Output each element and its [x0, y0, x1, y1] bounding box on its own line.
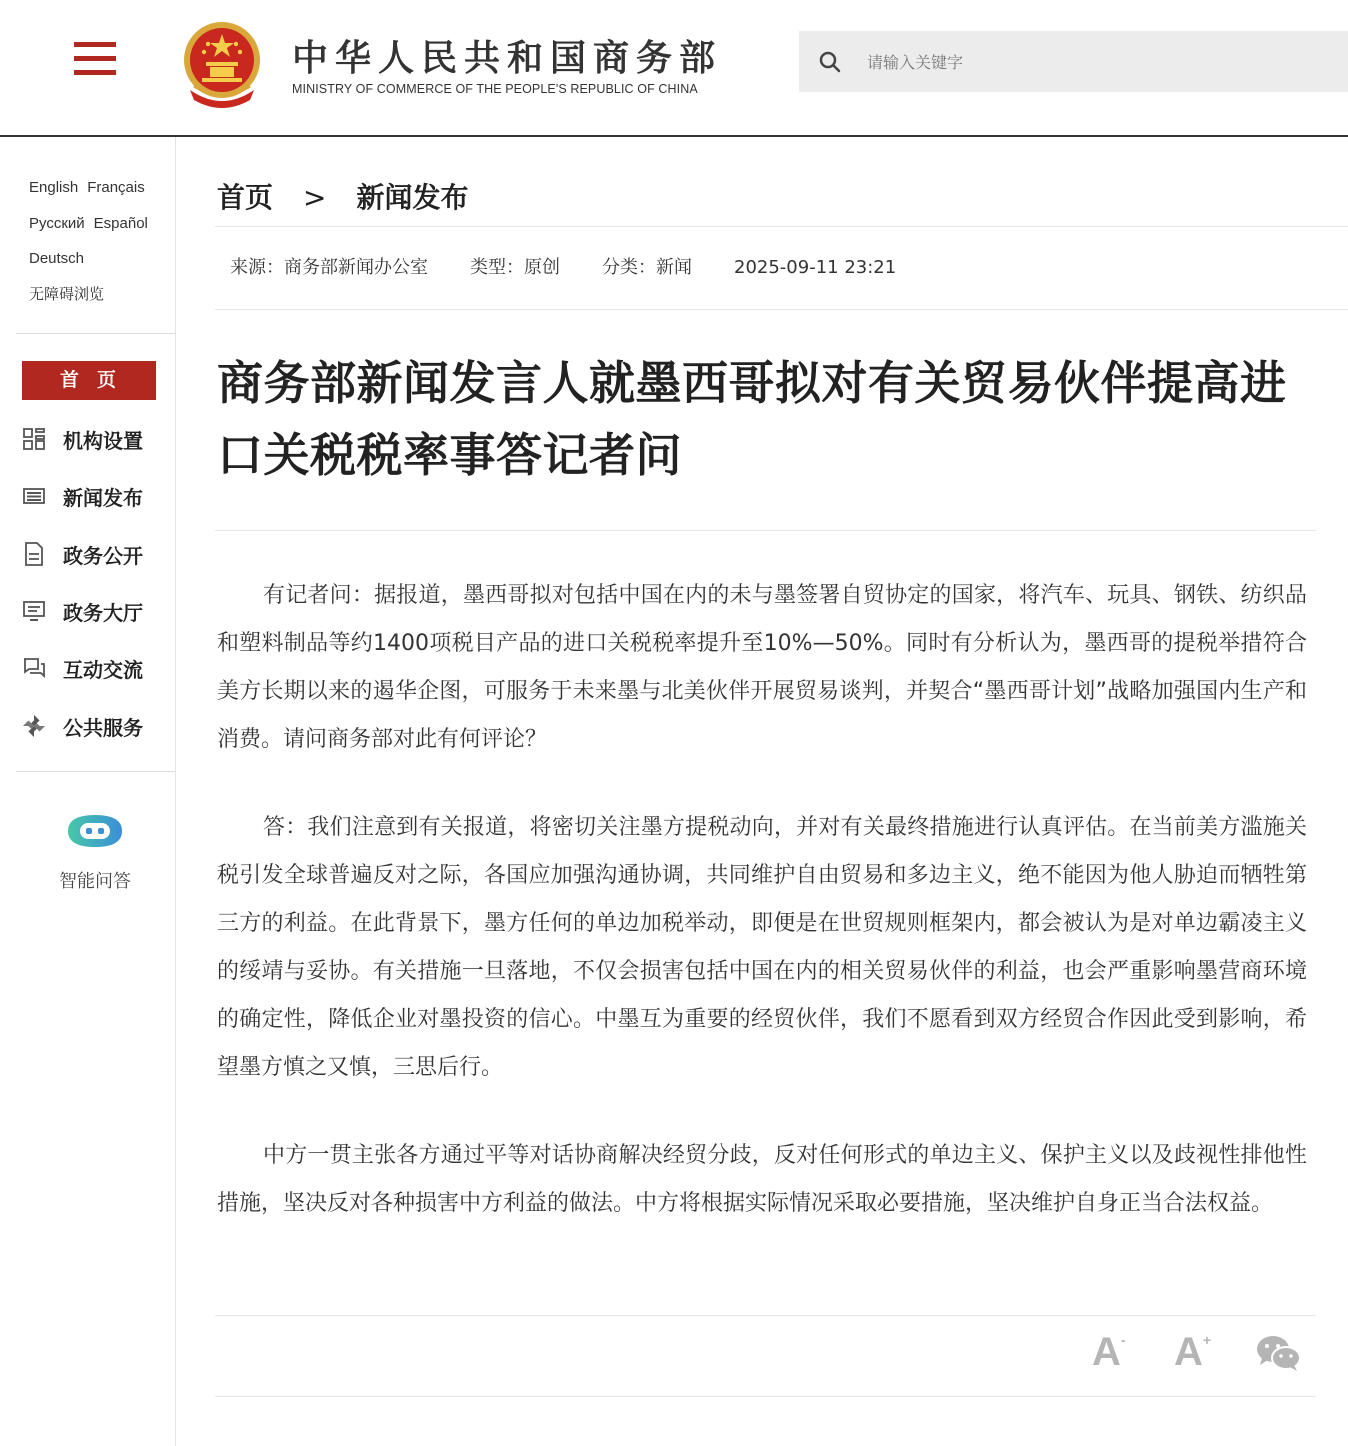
article-paragraph: 中方一贯主张各方通过平等对话协商解决经贸分歧，反对任何形式的单边主义、保护主义以及歧视性排他性措施，坚决反对各种损害中方利益的做法。中方将根据实际情况采取必要措施，坚决维护自身正当合法权益。 [217, 1143, 1307, 1216]
sidebar-item-public-service[interactable] [22, 711, 143, 741]
sidebar-item-organization[interactable] [22, 424, 143, 454]
meta-datetime: 2025-09-11 23:21 [734, 257, 897, 278]
lang-french-link[interactable]: Français [87, 179, 145, 196]
site-header [0, 0, 1348, 137]
sidebar-home-button[interactable]: 首页 [22, 361, 156, 400]
news-icon [22, 484, 46, 508]
search-input[interactable] [865, 45, 1329, 79]
search-bar [799, 31, 1348, 92]
lang-german-link[interactable]: Deutsch [29, 250, 85, 267]
tools-divider-top [215, 1315, 1316, 1316]
sidebar-item-label: 新闻发布 [63, 485, 143, 510]
national-emblem-logo[interactable] [180, 20, 264, 108]
article-meta [230, 253, 938, 279]
sidebar-item-interaction[interactable] [22, 653, 143, 683]
document-icon [22, 542, 46, 566]
title-divider [215, 530, 1316, 531]
font-increase-button[interactable]: A+ [1174, 1330, 1212, 1374]
sidebar-item-label: 政务公开 [63, 543, 143, 568]
breadcrumb-divider [215, 226, 1348, 227]
search-icon[interactable] [819, 51, 841, 73]
article-title: 商务部新闻发言人就墨西哥拟对有关贸易伙伴提高进口关税税率事答记者问 [217, 356, 1287, 482]
sidebar [0, 137, 176, 1446]
sidebar-item-label: 公共服务 [63, 715, 143, 740]
lang-spanish-link[interactable]: Español [93, 214, 148, 232]
monitor-icon [22, 599, 46, 623]
service-icon [22, 714, 46, 738]
sidebar-item-government-affairs[interactable] [22, 539, 143, 569]
site-title: 中华人民共和国商务部 [292, 38, 723, 79]
sidebar-item-label: 机构设置 [63, 428, 143, 453]
meta-source: 来源：商务部新闻办公室 [230, 257, 428, 278]
tools-divider-bottom [215, 1396, 1316, 1397]
sidebar-item-service-hall[interactable] [22, 596, 143, 626]
article-paragraph: 答：我们注意到有关报道，将密切关注墨方提税动向，并对有关最终措施进行认真评估。在当前美方滥施关税引发全球普遍反对之际，各国应加强沟通协调，共同维护自由贸易和多边主义，绝不能因为他人胁迫而牺牲第三方的利益。在此背景下，墨方任何的单边加税举动，即便是在世贸规则框架内，都会被认为是对单边霸凌主义的绥靖与妥协。有关措施一旦落地，不仅会损害包括中国在内的相关贸易伙伴的利益，也会严重影响墨营商环境的确定性，降低企业对墨投资的信心。中墨互为重要的经贸伙伴，我们不愿看到双方经贸合作因此受到影响，希望墨方慎之又慎，三思后行。 [217, 815, 1307, 1080]
robot-assistant-icon[interactable] [64, 811, 126, 851]
lang-russian-link[interactable]: Русский [29, 214, 85, 232]
breadcrumb-news-link[interactable]: 新闻发布 [356, 181, 469, 214]
accessibility-link[interactable]: 无障碍浏览 [29, 285, 105, 303]
breadcrumb-separator: > [303, 181, 327, 214]
lang-english-link[interactable]: English [29, 179, 79, 196]
sidebar-item-news[interactable] [22, 481, 143, 511]
sidebar-divider [16, 771, 175, 772]
sidebar-divider [16, 333, 175, 334]
article-paragraph: 有记者问：据报道，墨西哥拟对包括中国在内的未与墨签署自贸协定的国家，将汽车、玩具、钢铁、纺织品和塑料制品等约1400项税目产品的进口关税税率提升至10%—50%。同时有分析认为，墨西哥的提税举措符合美方长期以来的遏华企图，可服务于未来墨与北美伙伴开展贸易谈判，并契合“墨西哥计划”战略加强国内生产和消费。请问商务部对此有何评论？ [217, 583, 1307, 752]
org-grid-icon [22, 427, 46, 451]
meta-type: 类型：原创 [470, 257, 560, 278]
wechat-icon[interactable] [1256, 1334, 1302, 1372]
sidebar-item-label: 互动交流 [63, 657, 143, 682]
assistant-label[interactable]: 智能问答 [59, 871, 131, 892]
font-decrease-button[interactable]: A- [1092, 1330, 1126, 1374]
hamburger-menu-icon[interactable] [74, 42, 116, 76]
site-subtitle: MINISTRY OF COMMERCE OF THE PEOPLE'S REPUBLIC OF CHINA [292, 82, 698, 96]
meta-divider [215, 309, 1348, 310]
sidebar-item-label: 政务大厅 [63, 600, 143, 625]
meta-category: 分类：新闻 [602, 257, 692, 278]
language-links [29, 170, 157, 312]
breadcrumb [217, 176, 469, 216]
chat-icon [22, 656, 46, 680]
breadcrumb-home-link[interactable]: 首页 [217, 181, 274, 214]
